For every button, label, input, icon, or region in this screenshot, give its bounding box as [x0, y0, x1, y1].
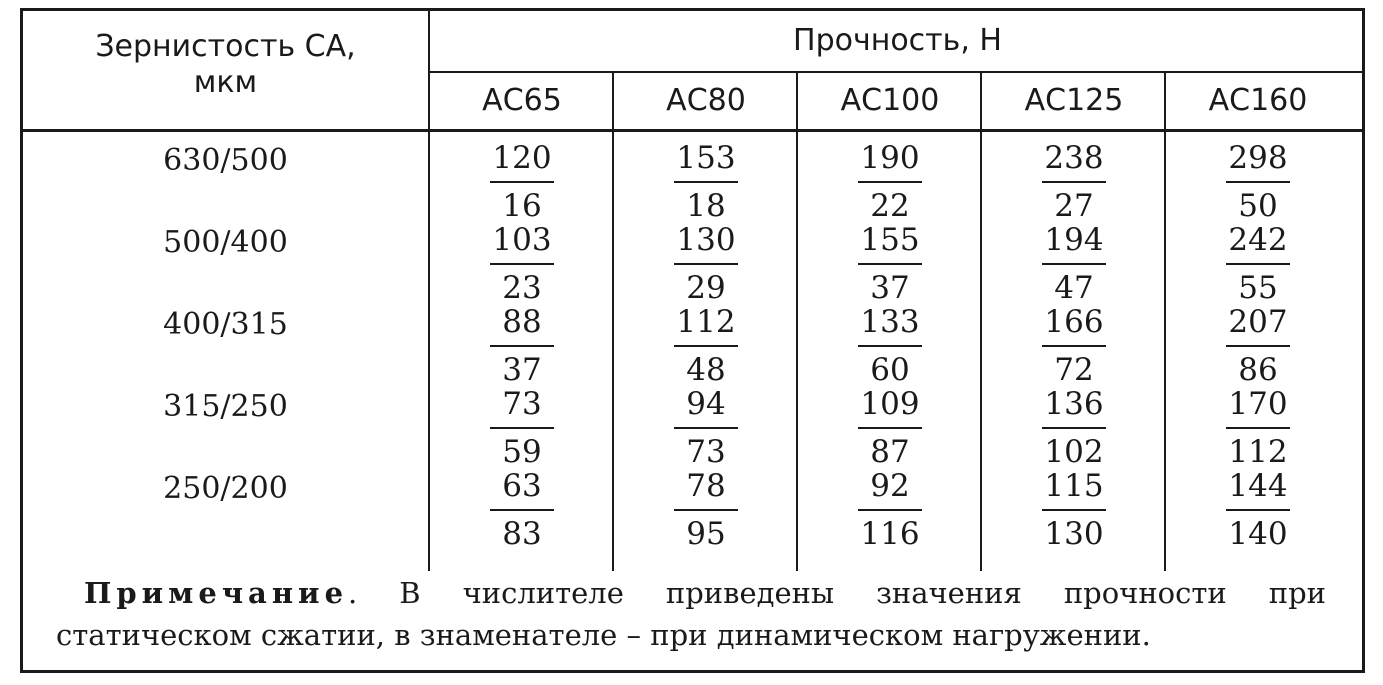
fraction-bar	[1226, 427, 1290, 429]
header-subdivider	[428, 71, 1365, 73]
static-strength-value: 112	[676, 304, 736, 340]
fraction-bar	[858, 345, 922, 347]
strength-fraction	[982, 221, 1166, 307]
strength-fraction	[982, 467, 1166, 553]
static-strength-value: 63	[502, 468, 542, 504]
strength-fraction	[798, 139, 982, 225]
header-bottom-border	[23, 129, 1365, 132]
static-strength-value: 207	[1228, 304, 1288, 340]
static-strength-value: 136	[1044, 386, 1104, 422]
strength-header: Прочность, Н	[793, 23, 1002, 58]
fraction-bar	[858, 427, 922, 429]
dynamic-strength-value: 55	[1238, 270, 1278, 306]
dynamic-strength-value: 23	[502, 270, 542, 306]
fraction-bar	[490, 345, 554, 347]
fraction-bar	[1226, 181, 1290, 183]
dynamic-strength-value: 140	[1228, 516, 1288, 552]
dynamic-strength-value: 102	[1044, 434, 1104, 470]
static-strength-value: 115	[1044, 468, 1104, 504]
strength-fraction	[614, 221, 798, 307]
grain-size-cell: 500/400	[163, 225, 288, 260]
strength-fraction	[798, 221, 982, 307]
static-strength-value: 194	[1044, 222, 1104, 258]
dynamic-strength-value: 86	[1238, 352, 1278, 388]
fraction-bar	[490, 263, 554, 265]
strength-fraction	[614, 139, 798, 225]
strength-fraction	[982, 385, 1166, 471]
static-strength-value: 130	[676, 222, 736, 258]
note-label: Примечание	[84, 576, 349, 610]
dynamic-strength-value: 116	[860, 516, 920, 552]
dynamic-strength-value: 22	[870, 188, 910, 224]
grain-size-header: Зернистость СА, мкм	[95, 29, 356, 100]
strength-fraction	[1166, 139, 1350, 225]
dynamic-strength-value: 60	[870, 352, 910, 388]
strength-fraction	[614, 385, 798, 471]
dynamic-strength-value: 29	[686, 270, 726, 306]
fraction-bar	[490, 509, 554, 511]
grade-header: АС125	[1024, 83, 1124, 118]
fraction-bar	[858, 263, 922, 265]
strength-fraction	[1166, 385, 1350, 471]
fraction-bar	[674, 509, 738, 511]
grade-header: АС100	[840, 83, 940, 118]
strength-fraction	[430, 467, 614, 553]
dynamic-strength-value: 48	[686, 352, 726, 388]
fraction-bar	[1042, 345, 1106, 347]
grain-size-cell: 315/250	[163, 389, 288, 424]
static-strength-value: 103	[492, 222, 552, 258]
fraction-bar	[490, 181, 554, 183]
fraction-bar	[1226, 509, 1290, 511]
note-text: . В числителе приведены значения прочности при статическом сжатии, в знаменателе – при динамическом нагружении.	[56, 576, 1326, 652]
grain-size-cell: 630/500	[163, 143, 288, 178]
grade-header: АС160	[1208, 83, 1308, 118]
dynamic-strength-value: 47	[1054, 270, 1094, 306]
fraction-bar	[674, 427, 738, 429]
static-strength-value: 133	[860, 304, 920, 340]
fraction-bar	[1042, 263, 1106, 265]
static-strength-value: 109	[860, 386, 920, 422]
table-note	[56, 572, 1326, 656]
static-strength-value: 120	[492, 140, 552, 176]
static-strength-value: 153	[676, 140, 736, 176]
static-strength-value: 190	[860, 140, 920, 176]
static-strength-value: 166	[1044, 304, 1104, 340]
strength-fraction	[1166, 221, 1350, 307]
fraction-bar	[1226, 345, 1290, 347]
strength-fraction	[798, 467, 982, 553]
fraction-bar	[490, 427, 554, 429]
dynamic-strength-value: 130	[1044, 516, 1104, 552]
strength-fraction	[982, 303, 1166, 389]
static-strength-value: 92	[870, 468, 910, 504]
dynamic-strength-value: 73	[686, 434, 726, 470]
dynamic-strength-value: 18	[686, 188, 726, 224]
strength-fraction	[614, 303, 798, 389]
strength-fraction	[798, 303, 982, 389]
fraction-bar	[674, 181, 738, 183]
fraction-bar	[1226, 263, 1290, 265]
strength-fraction	[430, 303, 614, 389]
fraction-bar	[674, 345, 738, 347]
static-strength-value: 94	[686, 386, 726, 422]
fraction-bar	[858, 181, 922, 183]
static-strength-value: 73	[502, 386, 542, 422]
fraction-bar	[858, 509, 922, 511]
strength-fraction	[798, 385, 982, 471]
dynamic-strength-value: 59	[502, 434, 542, 470]
fraction-bar	[674, 263, 738, 265]
strength-fraction	[1166, 303, 1350, 389]
strength-fraction	[430, 139, 614, 225]
grain-size-cell: 400/315	[163, 307, 288, 342]
grade-header: АС65	[482, 83, 562, 118]
static-strength-value: 238	[1044, 140, 1104, 176]
static-strength-value: 170	[1228, 386, 1288, 422]
dynamic-strength-value: 72	[1054, 352, 1094, 388]
fraction-bar	[1042, 427, 1106, 429]
grade-header: АС80	[666, 83, 746, 118]
dynamic-strength-value: 87	[870, 434, 910, 470]
dynamic-strength-value: 37	[502, 352, 542, 388]
strength-fraction	[430, 221, 614, 307]
static-strength-value: 88	[502, 304, 542, 340]
fraction-bar	[1042, 509, 1106, 511]
dynamic-strength-value: 27	[1054, 188, 1094, 224]
dynamic-strength-value: 95	[686, 516, 726, 552]
strength-fraction	[982, 139, 1166, 225]
dynamic-strength-value: 83	[502, 516, 542, 552]
static-strength-value: 242	[1228, 222, 1288, 258]
grain-size-cell: 250/200	[163, 471, 288, 506]
dynamic-strength-value: 50	[1238, 188, 1278, 224]
static-strength-value: 78	[686, 468, 726, 504]
static-strength-value: 298	[1228, 140, 1288, 176]
dynamic-strength-value: 112	[1228, 434, 1288, 470]
static-strength-value: 144	[1228, 468, 1288, 504]
fraction-bar	[1042, 181, 1106, 183]
dynamic-strength-value: 37	[870, 270, 910, 306]
static-strength-value: 155	[860, 222, 920, 258]
strength-fraction	[1166, 467, 1350, 553]
strength-fraction	[430, 385, 614, 471]
strength-fraction	[614, 467, 798, 553]
dynamic-strength-value: 16	[502, 188, 542, 224]
